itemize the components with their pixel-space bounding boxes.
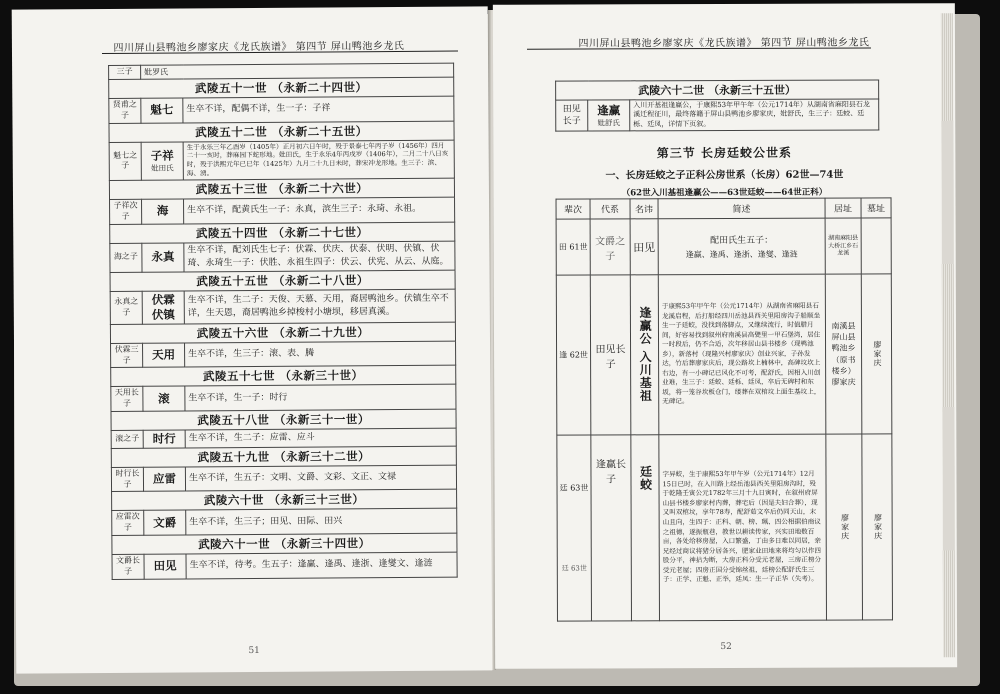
table-row (556, 274, 892, 435)
lineage-cell: 文爵之子 (590, 219, 630, 275)
genealogy-table (108, 63, 458, 580)
table-row (110, 197, 455, 224)
person-name: 伏霖 伏镇 (151, 292, 175, 322)
relation-cell: 应雷次子 (112, 511, 144, 536)
name-cell (141, 98, 183, 123)
summary-title: 配田氏生五子： (710, 235, 774, 247)
generation-heading: 武陵六十世 （永新三十三世） (112, 490, 457, 511)
name-cell (144, 554, 186, 579)
header-tomb: 墓址 (861, 198, 891, 218)
section-note: （62世入川基祖逢赢公——63世廷蛟——64世正科） (621, 187, 828, 199)
name-cell (631, 435, 660, 621)
relation-cell: 永真之子 (110, 291, 142, 324)
generation-heading: 武陵五十八世 （永新三十一世） (111, 409, 456, 430)
table-row (111, 384, 456, 411)
generation-62-table (555, 79, 879, 131)
person-name: 滚 (158, 391, 170, 406)
table-row (109, 140, 454, 181)
description-cell: 生卒不详，配黄氏生一子：永真，滨生三子：永琦、永祖。 (184, 197, 455, 223)
table-row (111, 341, 456, 368)
table-header-row (556, 198, 891, 219)
relation-cell: 文爵长子 (112, 554, 144, 579)
relation-cell: 三子 (109, 65, 141, 79)
generation-heading: 武陵五十六世 （永新二十九世） (110, 322, 455, 343)
relation-cell: 伏霖三子 (111, 343, 143, 368)
table-row (109, 96, 454, 123)
table-row (112, 552, 457, 579)
person-name: 海 (156, 204, 169, 219)
name-cell (588, 100, 630, 131)
person-name: 文爵 (153, 515, 177, 530)
generation-label-secondary: 廷 63世 (561, 564, 587, 573)
generation-heading-row (109, 121, 454, 142)
description-cell: 生卒不详，生三子：滚、表、腾 (185, 341, 456, 367)
table-row (112, 509, 457, 536)
residence-cell: 南溪县 屏山县鸭池乡（原书楼乡）廖家庆 (825, 274, 862, 434)
header-generation: 辈次 (556, 199, 590, 219)
tomb-cell (861, 218, 891, 274)
generation-heading: 武陵五十七世 （永新三十世） (111, 365, 456, 386)
person-name: 天用 (152, 347, 176, 362)
section-subtitle: 一、长房廷蛟之子正科公房世系（长房）62世—74世 (605, 169, 844, 182)
description-cell: 妣罗氏 (141, 63, 454, 79)
lineage-cell: 逢赢长子 (591, 435, 632, 621)
spouse-name: 妣田氏 (151, 163, 174, 173)
page-number: 51 (248, 645, 260, 657)
person-name: 田见 (153, 558, 177, 574)
spouse-name: 妣舒氏 (597, 118, 621, 128)
name-cell (143, 430, 185, 448)
generation-heading-row (110, 222, 455, 243)
relation-cell: 滚之子 (111, 430, 143, 448)
person-name: 子祥 (150, 148, 174, 163)
generation-heading-row (109, 178, 454, 199)
tomb-cell (862, 434, 893, 620)
person-name: 廷蛟 (638, 465, 653, 492)
generation-heading-row (556, 80, 879, 100)
generation-label: 廷 63世 (559, 483, 589, 493)
person-name: 逢赢公 入川基祖 (637, 306, 653, 403)
person-name: 魁七 (150, 102, 174, 118)
tomb-text: 廖家庆 (873, 513, 883, 541)
name-cell (143, 386, 185, 411)
name-cell (630, 275, 659, 435)
name-cell (141, 142, 183, 181)
person-name: 永真 (151, 249, 175, 265)
generation-heading: 武陵五十一世 （永新二十四世） (109, 77, 454, 98)
person-name: 时行 (152, 431, 176, 446)
generation-heading-row (110, 270, 455, 291)
table-row (557, 434, 893, 621)
header-name: 名讳 (630, 199, 658, 219)
header-residence: 居址 (825, 198, 861, 218)
generation-heading: 武陵五十二世 （永新二十五世） (109, 121, 454, 142)
description-cell: 生卒不详，配刘氏生七子：伏霖、伏庆、伏泰、伏明、伏镇、伏琦、永琦生一子：伏胜、永祖生四子：伏云、伏宪、从云、从庭。 (184, 241, 455, 272)
relation-cell: 魁七之子 (109, 142, 141, 181)
generation-heading: 武陵五十五世 （永新二十八世） (110, 270, 455, 291)
summary-cell: 字异蛟，生于康熙53年甲午岁（公元1714年）12月15日已时，在入川路上经岳池县西关里阳房沟时，殁于乾隆壬寅公元1782年三月十九日寅时，在叙州府屏山县书楼乡廖家村内葬，葬宅后（因是夫妇合葬），现又叫双棺坟，享年78寿，配舒茹文卒后仍同天山，末山且向，生四子：正科、朝、榜、珮、四公相据伯商议之祖德，遂振瓶巷，教世以耕读传家，兴实田地数百亩，各处给移房屋，入口繁盛，丁由多日难以同居，亲兄经过商议将猪分居各兴，肥家业田地来将均匀以作四股分平，神拈为断，大房正科分受元老屋，三房正榜分受元老屋；四房正国分受锦丝祖，廷榜公配舒氏生三子：正学、正魁、正举，廷凤：生一子正华（失考）。 (659, 434, 827, 621)
header-lineage: 代系 (590, 199, 630, 219)
tomb-cell (861, 274, 892, 434)
description-cell: 生卒不详，生五子：文明、文爵、文彩、文正、文禄 (185, 465, 456, 491)
residence-cell (826, 434, 863, 620)
summary-text: 逢赢、逢禹、逢浙、逢燮、逢涟 (685, 249, 798, 260)
running-head: 四川屏山县鸭池乡廖家庆《龙氏族谱》 第四节 屏山鸭池乡龙氏 (578, 37, 870, 50)
page-edge (941, 13, 955, 657)
description-cell: 生卒不详，生二子：天俊、天慕、天用，裔居鸭池乡。伏镇生卒不详，生天恩，裔居鸭池乡掉梭村小塘坝，移居真溪。 (184, 289, 455, 324)
residence-cell: 湖南麻阳县大桥江乡石龙溪 (825, 218, 861, 274)
generation-heading-row (111, 365, 456, 386)
generation-cell (557, 435, 592, 621)
generation-heading-row (109, 77, 454, 98)
relation-cell: 天用长子 (111, 387, 143, 412)
description-cell: 生于永乐三年乙酉岁（1405年）正月初六日午时，殁于景泰七年丙子岁（1456年）四月二十一亥时，葬麻园下蛇形地。妣田氏，生于永乐4年丙戌岁（1406年），二月二十八日亥时，殁于洪熙元年已巳年（1425年）九月二十九日未时，葬宋冲龙形地。生三子：滨、海、湧。 (183, 140, 454, 180)
description-cell: 生卒不详，待考。生五子：逢赢、逢禹、逢浙、逢燮文、逢涟 (186, 552, 457, 578)
header-summary: 简述 (658, 198, 825, 219)
generation-heading-row (111, 446, 456, 467)
table-row (110, 289, 455, 324)
table-row (556, 99, 879, 131)
summary-cell: 于康熙53年甲午年（公元1714年）从湖南省麻阳县石龙溪启程，后打船经四川岳池县西关里阳房沟子船顺坐生一子廷蛟，没找到落脚点，又继续流行，时值腊月间，好容易找到叙州府南溪县高甓里一甲石堡湾，居住一时段后，仍不合适，次年移居山县书楼乡（现鸭池乡），新落村（现隆兴村廖家庆）创业兴家，子孙发达，竹后葬廖家庆后，现公路坎上楠林中，高碑坟坎上右边，有一小碑记已风化不可考，配舒氏，因相入川创业难，生三子：廷蛟、廷栎、廷凤，卒后无碑村和东坂，将一笼谷坎板仓门，缕葬在双棺坟上面生基坟上，无碑记。 (658, 274, 826, 435)
relation-cell: 海之子 (110, 243, 142, 272)
left-page (12, 6, 493, 673)
table-row (556, 218, 891, 275)
generation-heading-row (112, 490, 457, 511)
generation-heading: 武陵五十三世 （永新二十六世） (109, 178, 454, 199)
person-name: 应雷 (152, 471, 177, 486)
name-cell (143, 467, 185, 492)
generation-heading: 武陵六十一世 （永新三十四世） (112, 533, 457, 554)
generation-heading: 武陵六十二世 （永新三十五世） (556, 80, 879, 100)
description-cell: 入川开基祖逢赢公，于康熙53年甲午年（公元1714年）从湖南省麻阳县石龙溪迁程征川，最终落籍于屏山县鸭池乡廖家庆，妣舒氏，生三子：廷蛟、廷栎、廷凤，详情下页叙。 (630, 99, 879, 131)
section-title: 第三节 长房廷蛟公世系 (656, 145, 792, 161)
residence-text: 廖家庆 (840, 513, 850, 541)
name-cell (142, 199, 184, 224)
description-cell: 生卒不详，生二子：应雷、应斗 (185, 428, 456, 448)
summary-cell (658, 218, 825, 275)
running-head: 四川屏山县鸭池乡廖家庆《龙氏族谱》 第四节 屏山鸭池乡龙氏 (113, 40, 405, 54)
tomb-text: 廖家庆 (872, 340, 883, 368)
relation-cell: 贤甫之子 (109, 98, 141, 123)
generation-heading: 武陵五十九世 （永新三十二世） (111, 446, 456, 467)
lineage-cell: 田见长子 (590, 275, 631, 435)
description-cell: 生卒不详，生三子；田见、田际、田兴 (186, 509, 457, 535)
generation-heading-row (110, 322, 455, 343)
name-cell (143, 343, 185, 368)
header-rule (527, 47, 871, 49)
description-cell: 生卒不详，配偶不详，生一子：子祥 (183, 96, 454, 122)
generation-heading-row (112, 533, 457, 554)
generation-cell: 逢 62世 (556, 275, 591, 435)
name-cell: 田见 (630, 219, 658, 275)
name-cell (142, 243, 184, 272)
right-page (493, 3, 957, 669)
table-row (111, 428, 456, 448)
generation-heading-row (111, 409, 456, 430)
lineage-table (556, 197, 893, 621)
page-number: 52 (720, 641, 732, 653)
name-cell (144, 510, 186, 535)
generation-heading: 武陵五十四世 （永新二十七世） (110, 222, 455, 243)
relation-cell: 时行长子 (111, 467, 143, 492)
table-row (111, 465, 456, 492)
generation-cell: 田 61世 (556, 219, 590, 275)
relation-cell: 子祥次子 (110, 199, 142, 224)
description-cell: 生卒不详，生一子：时行 (185, 384, 456, 410)
relation-cell: 田见长子 (556, 100, 588, 131)
table-row (110, 241, 455, 273)
name-cell (142, 291, 184, 324)
person-name: 逢赢 (597, 103, 621, 118)
